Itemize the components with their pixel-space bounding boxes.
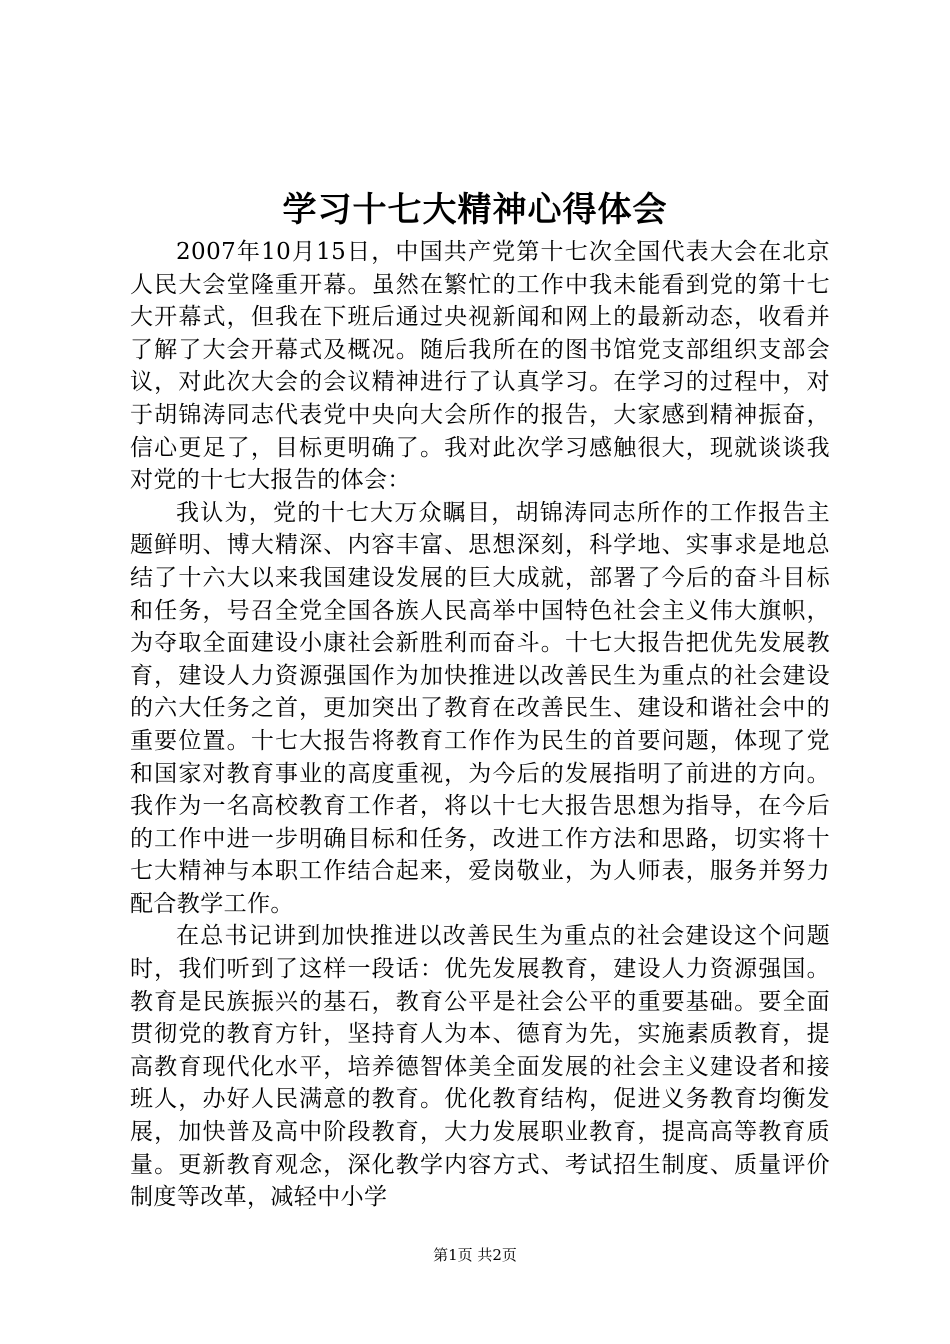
paragraph-1: 2007年10月15日，中国共产党第十七次全国代表大会在北京人民大会堂隆重开幕。虽然在繁忙的工作中我未能看到党的第十七大开幕式，但我在下班后通过央视新闻和网上的最新动态，收看并了解了大会开幕式及概况。随后我所在的图书馆党支部组织支部会议，对此次大会的会议精神进行了认真学习。在学习的过程中，对于胡锦涛同志代表党中央向大会所作的报告，大家感到精神振奋，信心更足了，目标更明确了。我对此次学习感触很大，现就谈谈我对党的十七大报告的体会： — [130, 239, 830, 494]
page-footer: 第1页 共2页 — [433, 1246, 517, 1264]
paragraph-2: 我认为，党的十七大万众瞩目，胡锦涛同志所作的工作报告主题鲜明、博大精深、内容丰富、思想深刻，科学地、实事求是地总结了十六大以来我国建设发展的巨大成就，部署了今后的奋斗目标和任务，号召全党全国各族人民高举中国特色社会主义伟大旗帜，为夺取全面建设小康社会新胜利而奋斗。十七大报告把优先发展教育，建设人力资源强国作为加快推进以改善民生为重点的社会建设的六大任务之首，更加突出了教育在改善民生、建设和谐社会中的重要位置。十七大报告将教育工作作为民生的首要问题，体现了党和国家对教育事业的高度重视，为今后的发展指明了前进的方向。我作为一名高校教育工作者，将以十七大报告思想为指导，在今后的工作中进一步明确目标和任务，改进工作方法和思路，切实将十七大精神与本职工作结合起来，爱岗敬业，为人师表，服务并努力配合教学工作。 — [130, 499, 830, 917]
document-title: 学习十七大精神心得体会 — [282, 190, 668, 230]
document-body — [130, 236, 830, 1214]
paragraph-3: 在总书记讲到加快推进以改善民生为重点的社会建设这个问题时，我们听到了这样一段话：优先发展教育，建设人力资源强国。教育是民族振兴的基石，教育公平是社会公平的重要基础。要全面贯彻党的教育方针，坚持育人为本、德育为先，实施素质教育，提高教育现代化水平，培养德智体美全面发展的社会主义建设者和接班人，办好人民满意的教育。优化教育结构，促进义务教育均衡发展，加快普及高中阶段教育，大力发展职业教育，提高高等教育质量。更新教育观念，深化教学内容方式、考试招生制度、质量评价制度等改革，减轻中小学 — [130, 923, 830, 1211]
